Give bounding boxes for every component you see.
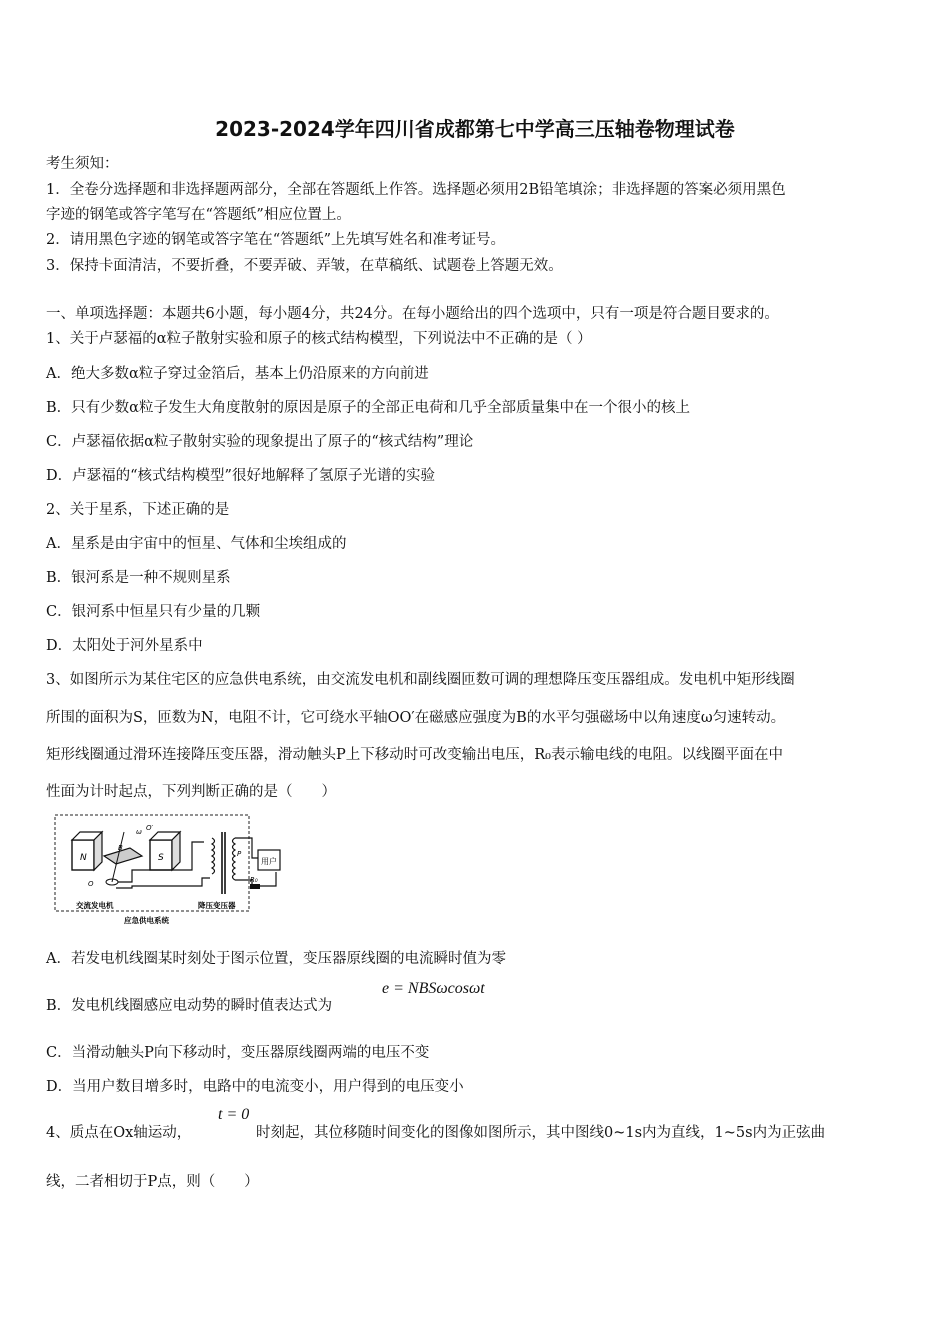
section-heading: 一、单项选择题：本题共6小题，每小题4分，共24分。在每小题给出的四个选项中，只有一项是符合题目要求的。 <box>46 306 779 322</box>
q1-option-c: C．卢瑟福依据α粒子散射实验的现象提出了原子的“核式结构”理论 <box>46 434 474 450</box>
q3-stem-line-3: 矩形线圈通过滑环连接降压变压器，滑动触头P上下移动时可改变输出电压，R₀表示输电线的电阻。以线圈平面在中 <box>46 747 783 763</box>
q3-stem-line-4: 性面为计时起点，下列判断正确的是（ ） <box>46 784 336 800</box>
s-magnet <box>150 832 180 870</box>
q3-option-a: A．若发电机线圈某时刻处于图示位置，变压器原线圈的电流瞬时值为零 <box>46 951 506 967</box>
q3-option-d: D．当用户数目增多时，电路中的电流变小，用户得到的电压变小 <box>46 1079 464 1095</box>
q3-option-b-formula: e = NBSωcosωt <box>382 980 485 997</box>
notice-line-1b: 字迹的钢笔或答字笔写在“答题纸”相应位置上。 <box>46 207 351 223</box>
notice-heading: 考生须知： <box>46 156 119 172</box>
q3-stem-line-2: 所围的面积为S，匝数为N，电阻不计，它可绕水平轴OO′在磁感应强度为B的水平匀强磁场中以角速度ω匀速转动。 <box>46 710 786 726</box>
label-transformer: 降压变压器 <box>198 901 236 910</box>
label-omega: ω <box>136 828 142 836</box>
q3-option-c: C．当滑动触头P向下移动时，变压器原线圈两端的电压不变 <box>46 1045 430 1061</box>
q2-option-d: D．太阳处于河外星系中 <box>46 638 203 654</box>
label-b: B <box>118 844 123 852</box>
q1-option-a: A．绝大多数α粒子穿过金箔后，基本上仍沿原来的方向前进 <box>46 366 429 382</box>
q4-stem-part-1: 4、质点在Ox轴运动， <box>46 1125 192 1141</box>
n-magnet <box>72 832 102 870</box>
q1-option-d: D．卢瑟福的“核式结构模型”很好地解释了氢原子光谱的实验 <box>46 468 435 484</box>
label-s: S <box>158 853 164 863</box>
q1-stem: 1、关于卢瑟福的α粒子散射实验和原子的核式结构模型，下列说法中不正确的是（ ） <box>46 331 592 347</box>
notice-line-1a: 1．全卷分选择题和非选择题两部分，全部在答题纸上作答。选择题必须用2B铅笔填涂；非选择题的答案必须用黑色 <box>46 182 786 198</box>
q3-option-b: B．发电机线圈感应电动势的瞬时值表达式为 <box>46 998 333 1014</box>
label-p: P <box>237 850 242 858</box>
power-system-figure <box>52 812 282 928</box>
resistor-r0 <box>250 884 260 889</box>
notice-line-3: 3．保持卡面清洁，不要折叠，不要弄破、弄皱，在草稿纸、试题卷上答题无效。 <box>46 258 563 274</box>
label-n: N <box>80 853 87 863</box>
notice-line-2: 2．请用黑色字迹的钢笔或答字笔在“答题纸”上先填写姓名和准考证号。 <box>46 232 506 248</box>
figure-caption: 应急供电系统 <box>124 916 169 925</box>
wire-lower <box>116 878 210 888</box>
label-generator: 交流发电机 <box>76 901 114 910</box>
label-user: 用户 <box>261 857 277 866</box>
q2-option-a: A．星系是由宇宙中的恒星、气体和尘埃组成的 <box>46 536 347 552</box>
q4-formula: t = 0 <box>218 1106 250 1123</box>
q2-option-b: B．银河系是一种不规则星系 <box>46 570 231 586</box>
transformer <box>212 832 242 894</box>
q4-stem-line-2: 线，二者相切于P点，则（ ） <box>46 1174 259 1190</box>
rotating-coil <box>104 848 142 864</box>
q1-option-b: B．只有少数α粒子发生大角度散射的原因是原子的全部正电荷和几乎全部质量集中在一个很小的核上 <box>46 400 690 416</box>
q3-stem-line-1: 3、如图所示为某住宅区的应急供电系统，由交流发电机和副线圈匝数可调的理想降压变压器组成。发电机中矩形线圈 <box>46 672 795 688</box>
label-o: O <box>88 880 94 888</box>
page-title: 2023-2024学年四川省成都第七中学高三压轴卷物理试卷 <box>215 117 735 141</box>
label-o-prime: O′ <box>146 824 154 832</box>
q2-stem: 2、关于星系，下述正确的是 <box>46 502 230 518</box>
q2-option-c: C．银河系中恒星只有少量的几颗 <box>46 604 261 620</box>
q4-stem-part-2: 时刻起，其位移随时间变化的图像如图所示，其中图线0~1s内为直线，1~5s内为正弦曲 <box>256 1125 826 1141</box>
label-r0: R₀ <box>250 876 258 884</box>
